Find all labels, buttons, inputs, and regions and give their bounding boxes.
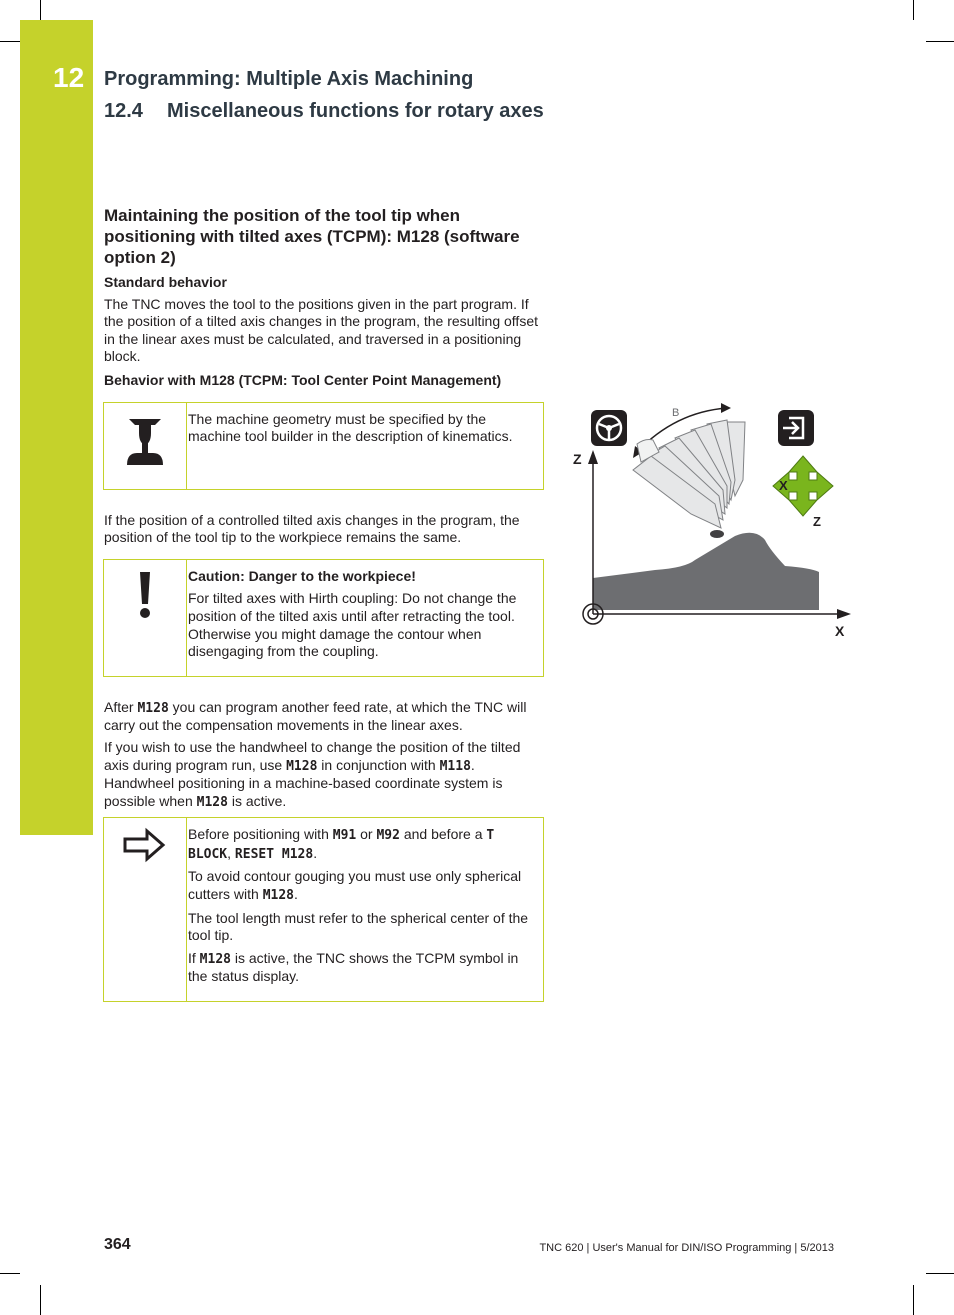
tcpm-figure (575, 400, 855, 640)
axis-label-z: Z (573, 451, 582, 467)
crop-mark (926, 41, 954, 42)
note-text: The machine geometry must be specified by the machine tool builder in the description of kinematics. (188, 410, 513, 445)
page-heading: Maintaining the position of the tool tip when positioning with tilted axes (TCPM): M128 (software option 2) (104, 206, 520, 267)
tip-text: To avoid contour gouging you must use only spherical cutters with M128. (188, 868, 522, 904)
chapter-number: 12 (53, 62, 85, 93)
crop-mark (40, 0, 41, 20)
handwheel-icon (591, 410, 627, 446)
machine-info-icon (125, 413, 165, 465)
chapter-sidebar (20, 20, 93, 835)
paragraph: The TNC moves the tool to the positions given in the part program. If the position of a tilted axis changes in the program, the resulting offset in the linear axes must be calculated, and traversed in a positioning block. (104, 295, 538, 365)
paragraph: If you wish to use the handwheel to change the position of the tilted axis during program run, use M128 in conjunction with M118. Handwheel positioning in a machine-based coordinate system is possible when M128 is active. (104, 738, 521, 810)
arrow-label-z: Z (813, 514, 821, 529)
program-run-icon (778, 410, 814, 446)
crop-mark (913, 1285, 914, 1315)
tip-text: The tool length must refer to the spherical center of the tool tip. (188, 909, 529, 944)
arrow-right-icon (123, 828, 167, 862)
caution-title: Caution: Danger to the workpiece! (188, 567, 416, 584)
section-number: 12.4 (104, 100, 143, 122)
arrow-label-x: X (779, 478, 788, 493)
subheading-m128: Behavior with M128 (TCPM: Tool Center Point Management) (104, 371, 502, 388)
tcpm-diagram (575, 400, 855, 640)
tip-text: Before positioning with M91 or M92 and before a T BLOCK, RESET M128. (188, 826, 495, 862)
note-box-kinematics (103, 402, 544, 490)
chapter-title: Programming: Multiple Axis Machining (104, 68, 474, 90)
workpiece-shape (593, 533, 819, 610)
rotary-axis-label-b: B (672, 407, 680, 419)
section-title-text: Miscellaneous functions for rotary axes (167, 100, 544, 122)
crop-mark (0, 1273, 20, 1274)
tip-box (103, 817, 544, 1002)
footer-text: TNC 620 | User's Manual for DIN/ISO Programming | 5/2013 (539, 1242, 834, 1254)
section-title (104, 100, 544, 123)
subheading-standard: Standard behavior (104, 274, 227, 290)
paragraph: After M128 you can program another feed rate, at which the TNC will carry out the compensation movements in the linear axes. (104, 698, 527, 734)
caution-text: For tilted axes with Hirth coupling: Do not change the position of the tilted axis until after retracting the tool. Otherwise you might damage the contour when disengaging from the coupling. (188, 590, 517, 660)
crop-mark (40, 1285, 41, 1315)
tool-positions (633, 420, 745, 528)
tip-text: If M128 is active, the TNC shows the TCPM symbol in the status display. (188, 949, 519, 985)
crop-mark (913, 0, 914, 20)
page-number: 364 (104, 1236, 131, 1253)
exclamation-icon (137, 570, 153, 620)
crop-mark (926, 1273, 954, 1274)
caution-box (103, 559, 544, 677)
axis-label-x: X (835, 623, 845, 639)
main-content (104, 205, 544, 1024)
crop-mark (0, 41, 20, 42)
paragraph: If the position of a controlled tilted axis changes in the program, the position of the tool tip to the workpiece remains the same. (104, 511, 520, 546)
